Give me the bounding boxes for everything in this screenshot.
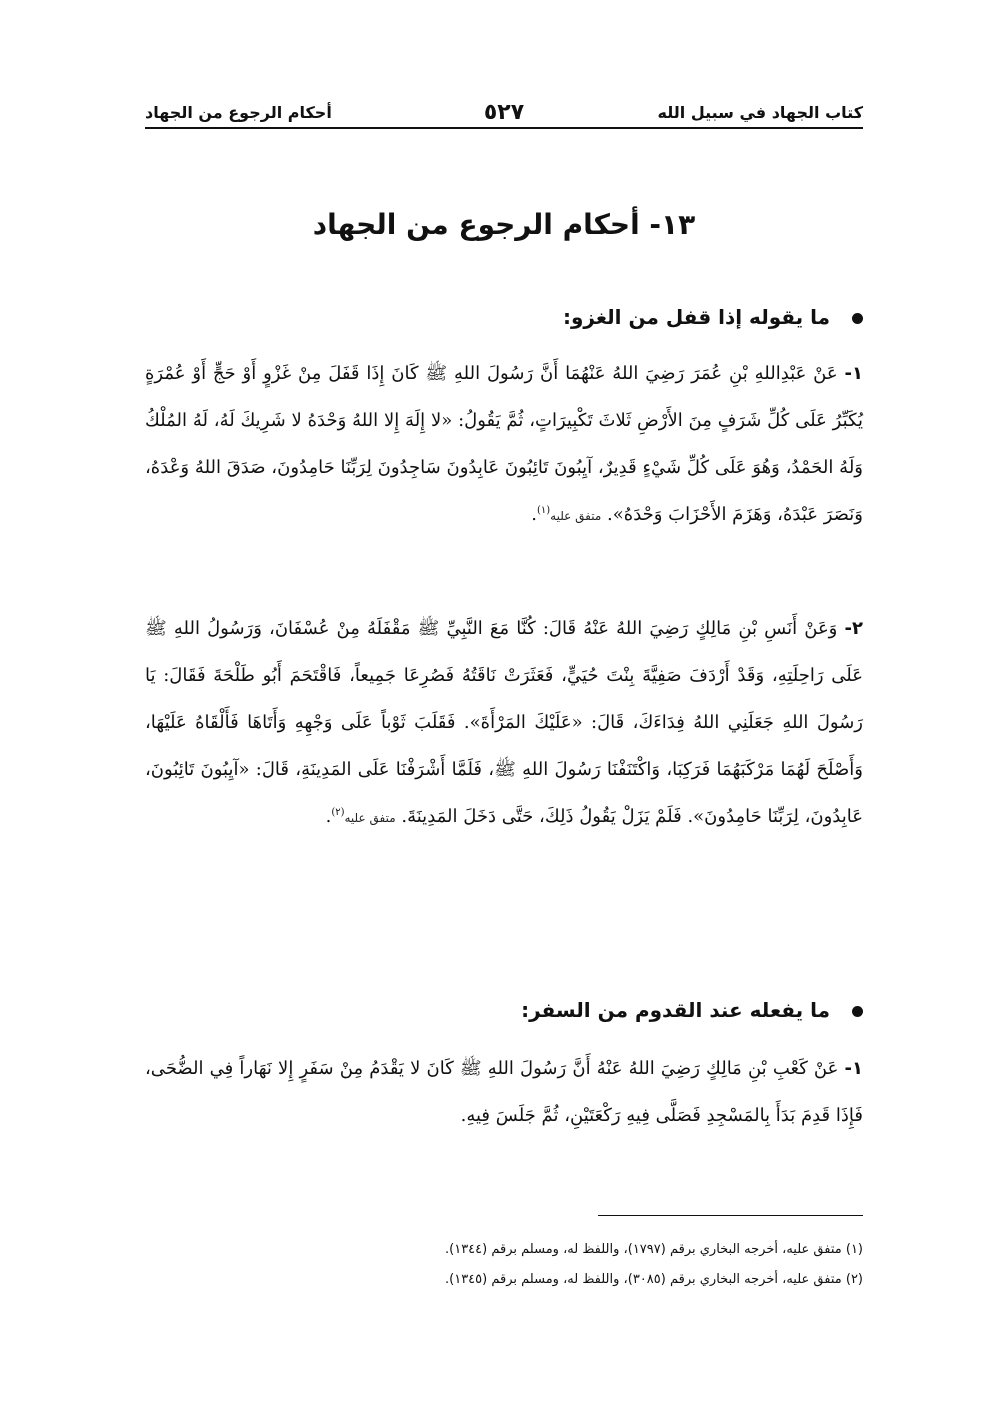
section-heading-text: ما يقوله إذا قفل من الغزو: <box>562 305 830 329</box>
hadith-source: متفق عليه <box>550 509 602 523</box>
bullet-icon <box>852 313 863 324</box>
hadith-paragraph: ٢- وَعَنْ أَنَسِ بْنِ مَالِكٍ رَضِيَ اللهُ عَنْهُ قَالَ: كُنَّا مَعَ النَّبِيِّ ﷺ مَقْفَلَهُ مِنْ عُسْفَانَ، وَرَسُولُ اللهِ ﷺ عَلَى رَاحِلَتِهِ، وَقَدْ أَرْدَفَ صَفِيَّةَ بِنْتَ حُيَيٍّ، فَعَثَرَتْ نَاقَتُهُ فَصُرِعَا جَمِيعاً، فَاقْتَحَمَ أَبُو طَلْحَةَ فَقَالَ: يَا رَسُولَ اللهِ جَعَلَنِي اللهُ فِدَاءَكَ، قَالَ: «عَلَيْكَ المَرْأَةَ». فَقَلَبَ ثَوْباً عَلَى وَجْهِهِ وَأَتَاهَا فَأَلْقَاهُ عَلَيْهَا، وَأَصْلَحَ لَهُمَا مَرْكَبَهُمَا فَرَكِبَا، وَاكْتَنَفْنَا رَسُولَ اللهِ ﷺ، فَلَمَّا أَشْرَفْنَا عَلَى المَدِينَةِ، قَالَ: «آيِبُونَ تَائِبُونَ، عَابِدُونَ، لِرَبِّنَا حَامِدُونَ». فَلَمْ يَزَلْ يَقُولُ ذَلِكَ، حَتَّى دَخَلَ المَدِينَةَ. متفق عليه$^{(٢)}$. <box>145 618 863 827</box>
bullet-icon <box>852 1006 863 1017</box>
footnote-reference: (١) <box>536 505 551 516</box>
running-header <box>145 100 863 130</box>
footnote-reference: (٢) <box>331 807 345 818</box>
book-title: كتاب الجهاد في سبيل الله <box>657 103 863 122</box>
chapter-title: ١٣- أحكام الرجوع من الجهاد <box>312 208 696 241</box>
section-heading-text: ما يفعله عند القدوم من السفر: <box>521 998 830 1022</box>
chapter-short-title: أحكام الرجوع من الجهاد <box>145 103 332 122</box>
hadith-paragraph <box>145 1045 863 1139</box>
header-rule <box>145 127 863 129</box>
footnote-separator <box>598 1215 863 1216</box>
hadith-number: ١- <box>844 363 863 384</box>
footnote: (٢) متفق عليه، أخرجه البخاري برقم (٣٠٨٥)، واللفظ له، ومسلم برقم (١٣٤٥). <box>445 1272 863 1287</box>
hadith-text: وَعَنْ أَنَسِ بْنِ مَالِكٍ رَضِيَ اللهُ عَنْهُ قَالَ: كُنَّا مَعَ النَّبِيِّ ﷺ مَقْفَلَهُ مِنْ عُسْفَانَ، وَرَسُولُ اللهِ ﷺ عَلَى رَاحِلَتِهِ، وَقَدْ أَرْدَفَ صَفِيَّةَ بِنْتَ حُيَيٍّ، فَعَثَرَتْ نَاقَتُهُ فَصُرِعَا جَمِيعاً، فَاقْتَحَمَ أَبُو طَلْحَةَ فَقَالَ: يَا رَسُولَ اللهِ جَعَلَنِي اللهُ فِدَاءَكَ، قَالَ: «عَلَيْكَ المَرْأَةَ». فَقَلَبَ ثَوْباً عَلَى وَجْهِهِ وَأَتَاهَا فَأَلْقَاهُ عَلَيْهَا، وَأَصْلَحَ لَهُمَا مَرْكَبَهُمَا فَرَكِبَا، وَاكْتَنَفْنَا رَسُولَ اللهِ ﷺ، فَلَمَّا أَشْرَفْنَا عَلَى المَدِينَةِ، قَالَ: «آيِبُونَ تَائِبُونَ، عَابِدُونَ، لِرَبِّنَا حَامِدُونَ». فَلَمْ يَزَلْ يَقُولُ ذَلِكَ، حَتَّى دَخَلَ المَدِينَةَ. <box>145 618 863 827</box>
hadith-source: متفق عليه <box>344 811 396 825</box>
page-number: ٥٢٧ <box>483 100 525 125</box>
hadith-text: عَنْ عَبْدِاللهِ بْنِ عُمَرَ رَضِيَ اللهُ عَنْهُمَا أَنَّ رَسُولَ اللهِ ﷺ كَانَ إِذَا قَفَلَ مِنْ غَزْوٍ أَوْ حَجٍّ أَوْ عُمْرَةٍ يُكَبِّرُ عَلَى كُلِّ شَرَفٍ مِنَ الأَرْضِ ثَلاثَ تَكْبِيرَاتٍ، ثُمَّ يَقُولُ: «لا إِلَهَ إِلا اللهُ وَحْدَهُ لا شَرِيكَ لَهُ، لَهُ المُلْكُ وَلَهُ الحَمْدُ، وَهُوَ عَلَى كُلِّ شَيْءٍ قَدِيرٌ، آيِبُونَ تَائِبُونَ عَابِدُونَ سَاجِدُونَ لِرَبِّنَا حَامِدُونَ، صَدَقَ اللهُ وَعْدَهُ، وَنَصَرَ عَبْدَهُ، وَهَزَمَ الأَحْزَابَ وَحْدَهُ». <box>145 363 863 525</box>
hadith-text: عَنْ كَعْبِ بْنِ مَالِكٍ رَضِيَ اللهُ عَنْهُ أَنَّ رَسُولَ اللهِ ﷺ كَانَ لا يَقْدَمُ مِنْ سَفَرٍ إِلا نَهَاراً فِي الضُّحَى، فَإِذَا قَدِمَ بَدَأَ بِالمَسْجِدِ فَصَلَّى فِيهِ رَكْعَتَيْنِ، ثُمَّ جَلَسَ فِيهِ. <box>145 1058 863 1126</box>
section-heading <box>145 990 863 1030</box>
hadith-number: ١- <box>844 1058 863 1079</box>
footnote: (١) متفق عليه، أخرجه البخاري برقم (١٧٩٧)، واللفظ له، ومسلم برقم (١٣٤٤). <box>445 1242 863 1257</box>
hadith-paragraph: ١- عَنْ عَبْدِاللهِ بْنِ عُمَرَ رَضِيَ اللهُ عَنْهُمَا أَنَّ رَسُولَ اللهِ ﷺ كَانَ إِذَا قَفَلَ مِنْ غَزْوٍ أَوْ حَجٍّ أَوْ عُمْرَةٍ يُكَبِّرُ عَلَى كُلِّ شَرَفٍ مِنَ الأَرْضِ ثَلاثَ تَكْبِيرَاتٍ، ثُمَّ يَقُولُ: «لا إِلَهَ إِلا اللهُ وَحْدَهُ لا شَرِيكَ لَهُ، لَهُ المُلْكُ وَلَهُ الحَمْدُ، وَهُوَ عَلَى كُلِّ شَيْءٍ قَدِيرٌ، آيِبُونَ تَائِبُونَ عَابِدُونَ سَاجِدُونَ لِرَبِّنَا حَامِدُونَ، صَدَقَ اللهُ وَعْدَهُ، وَنَصَرَ عَبْدَهُ، وَهَزَمَ الأَحْزَابَ وَحْدَهُ». متفق عليه$^{(١)}$. <box>145 363 863 525</box>
section-heading <box>145 297 863 337</box>
footnotes <box>145 1235 863 1295</box>
hadith-number: ٢- <box>844 618 863 639</box>
